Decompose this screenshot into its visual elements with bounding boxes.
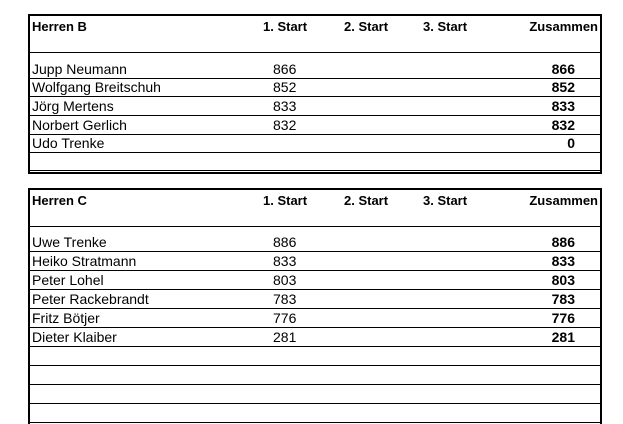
table-row xyxy=(30,327,600,347)
score-start-1: 886 xyxy=(273,234,297,250)
table-row xyxy=(30,96,600,116)
player-name: Peter Lohel xyxy=(32,272,104,288)
table-row xyxy=(30,115,600,135)
column-header-start-3: 3. Start xyxy=(423,19,468,34)
table-row xyxy=(30,308,600,328)
table-row xyxy=(30,403,600,423)
score-total: 281 xyxy=(551,329,575,345)
score-total: 886 xyxy=(551,234,575,250)
score-total: 776 xyxy=(551,310,575,326)
table-row xyxy=(30,365,600,385)
table-herren-b xyxy=(28,14,602,174)
table-row xyxy=(30,346,600,366)
score-total: 0 xyxy=(567,135,575,151)
table-row xyxy=(30,152,600,171)
player-name: Jupp Neumann xyxy=(32,61,127,77)
column-header-total: Zusammen xyxy=(529,19,598,34)
group-title: Herren C xyxy=(32,193,87,208)
table-row xyxy=(30,226,600,252)
score-start-1: 852 xyxy=(273,79,297,95)
column-header-start-2: 2. Start xyxy=(344,19,389,34)
player-name: Dieter Klaiber xyxy=(32,329,117,345)
score-start-1: 776 xyxy=(273,310,297,326)
score-start-1: 281 xyxy=(273,329,297,345)
player-name: Peter Rackebrandt xyxy=(32,291,149,307)
player-name: Udo Trenke xyxy=(32,135,105,151)
score-start-1: 832 xyxy=(273,117,297,133)
column-header-start-1: 1. Start xyxy=(263,193,308,208)
table-row xyxy=(30,52,600,79)
score-total: 803 xyxy=(551,272,575,288)
score-start-1: 783 xyxy=(273,291,297,307)
player-name: Norbert Gerlich xyxy=(32,117,127,133)
table-row xyxy=(30,78,600,97)
score-start-1: 833 xyxy=(273,98,297,114)
player-name: Jörg Mertens xyxy=(32,98,114,114)
player-name: Wolfgang Breitschuh xyxy=(32,79,161,95)
score-total: 833 xyxy=(551,253,575,269)
column-header-start-2: 2. Start xyxy=(344,193,389,208)
group-title: Herren B xyxy=(32,19,87,34)
table-header xyxy=(30,190,600,227)
player-name: Uwe Trenke xyxy=(32,234,107,250)
score-start-1: 866 xyxy=(273,61,297,77)
score-total: 833 xyxy=(551,98,575,114)
table-row xyxy=(30,270,600,290)
score-total: 832 xyxy=(551,117,575,133)
column-header-total: Zusammen xyxy=(529,193,598,208)
score-total: 866 xyxy=(551,61,575,77)
score-start-1: 803 xyxy=(273,272,297,288)
player-name: Heiko Stratmann xyxy=(32,253,137,269)
column-header-start-3: 3. Start xyxy=(423,193,468,208)
score-total: 852 xyxy=(551,79,575,95)
table-row xyxy=(30,251,600,271)
score-total: 783 xyxy=(551,291,575,307)
table-header xyxy=(30,16,600,53)
table-row xyxy=(30,289,600,309)
column-header-start-1: 1. Start xyxy=(263,19,308,34)
table-row xyxy=(30,134,600,153)
player-name: Fritz Bötjer xyxy=(32,310,100,326)
table-herren-c xyxy=(28,188,602,424)
score-start-1: 833 xyxy=(273,253,297,269)
table-row xyxy=(30,384,600,404)
